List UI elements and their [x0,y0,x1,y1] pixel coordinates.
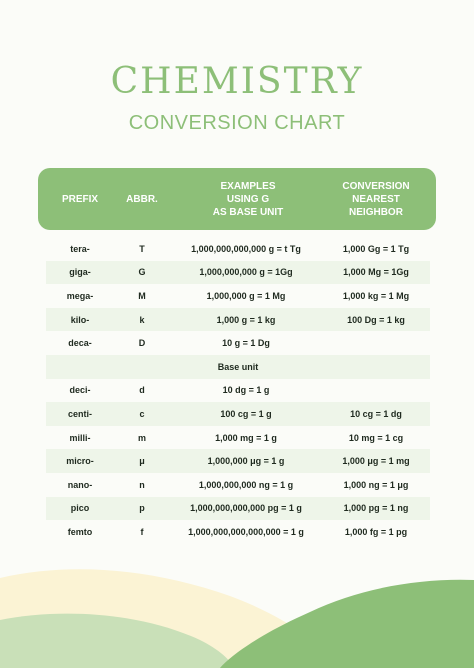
table-row [46,284,430,308]
cell-abbr: m [137,432,146,443]
table-row [46,520,430,544]
cell-prefix: milli- [69,432,91,443]
cell-conversion: 10 mg = 1 cg [348,432,404,443]
cell-abbr: f [140,526,144,537]
cell-example: 1,000,000,000 g = 1Gg [199,267,293,278]
cell-prefix: mega- [66,290,94,301]
cell-abbr: M [138,290,146,301]
cell-example: 1,000 g = 1 kg [216,314,276,325]
cell-abbr: c [139,408,145,419]
cell-abbr: n [139,479,145,490]
header-conversion: CONVERSION NEAREST NEIGHBOR [342,180,410,218]
table-row [46,402,430,426]
table-row [46,426,430,450]
cell-conversion: 1,000 μg = 1 mg [342,456,410,467]
cell-conversion: 1,000 ng = 1 μg [343,479,409,490]
header-abbr: ABBR. [126,193,158,205]
cell-prefix: kilo- [70,314,90,325]
cell-abbr: μ [139,456,145,467]
table-row [46,331,430,355]
cell-conversion: 1,000 kg = 1 Mg [342,290,410,301]
cell-prefix: nano- [67,479,93,490]
cell-example: 1,000,000 μg = 1 g [207,456,285,467]
cell-example: 1,000,000,000,000,000 = 1 g [188,526,304,537]
base-unit-label: Base unit [217,361,259,372]
cell-prefix: micro- [66,456,94,467]
cell-abbr: k [139,314,145,325]
cell-abbr: p [139,503,145,514]
chart-title: CHEMISTRY [110,61,364,102]
cell-example: 10 g = 1 Dg [222,338,270,349]
table-row [46,473,430,497]
cell-prefix: deci- [69,385,91,396]
cell-abbr: d [139,385,145,396]
cell-conversion: 1,000 fg = 1 pg [344,526,408,537]
table-row [46,237,430,261]
table-header [38,168,436,230]
cell-example: 1,000,000,000 ng = 1 g [198,479,294,490]
cell-prefix: pico [70,503,90,514]
decorative-waves [0,560,474,668]
cell-conversion: 1,000 Mg = 1Gg [343,267,409,278]
cell-abbr: G [138,267,146,278]
cell-conversion: 100 Dg = 1 kg [347,314,405,325]
table-row [46,379,430,403]
cell-abbr: T [139,243,145,254]
cell-example: 10 dg = 1 g [222,385,270,396]
cell-conversion: 10 cg = 1 dg [350,408,402,419]
cell-conversion [322,331,430,355]
cell-prefix: giga- [69,267,91,278]
cell-conversion: 1,000 pg = 1 ng [343,503,409,514]
chart-subtitle: CONVERSION CHART [128,112,346,134]
cell-prefix: deca- [68,338,92,349]
header-prefix: PREFIX [61,193,99,205]
cell-prefix: femto [67,526,93,537]
cell-prefix: tera- [70,243,90,254]
cell-abbr: D [138,338,146,349]
table-row [46,497,430,521]
table-row [46,308,430,332]
table-body [46,237,430,544]
cell-example: 100 cg = 1 g [220,408,272,419]
cell-conversion: 1,000 Gg = 1 Tg [342,243,410,254]
header-examples: EXAMPLES USING G AS BASE UNIT [212,180,284,218]
cell-prefix: centi- [67,408,92,419]
cell-example: 1,000,000,000,000 pg = 1 g [190,503,302,514]
table-row [46,449,430,473]
cell-example: 1,000 mg = 1 g [215,432,277,443]
cell-example: 1,000,000 g = 1 Mg [206,290,286,301]
cell-example: 1,000,000,000,000 g = t Tg [191,243,301,254]
table-row [46,261,430,285]
table-row [46,355,430,379]
cell-conversion [322,379,430,403]
